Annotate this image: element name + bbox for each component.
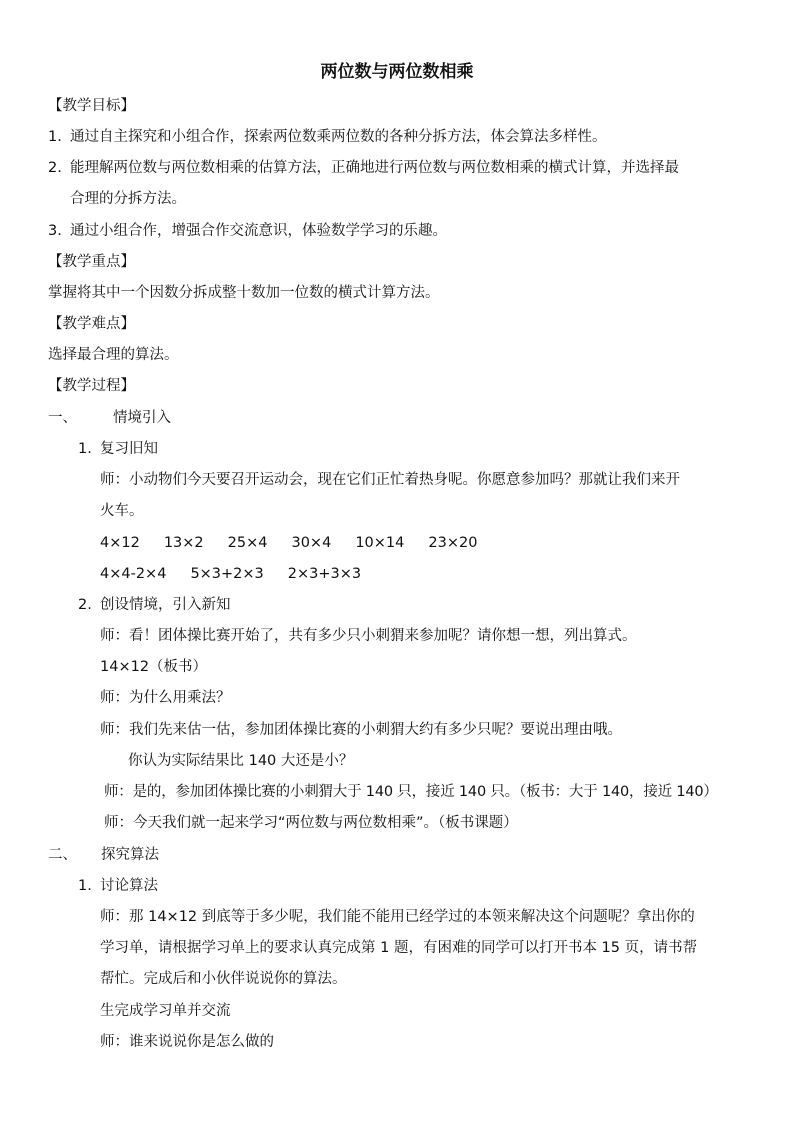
paragraph-line: 师：是的，参加团体操比赛的小刺猬大于 140 只，接近 140 只。（板书：大于 140，接近 140） (104, 784, 718, 800)
expression: 10×14 (355, 535, 405, 551)
subsection-1-1-heading (78, 439, 158, 459)
paragraph-line: 你认为实际结果比 140 大还是小？ (128, 753, 354, 769)
expression: 4×4-2×4 (100, 566, 167, 582)
subsection-title: 讨论算法 (100, 878, 158, 894)
expression: 5×3+2×3 (190, 566, 264, 582)
objective-text: 通过自主探究和小组合作，探索两位数乘两位数的各种分拆方法，体会算法多样性。 (70, 129, 607, 145)
key-point-text: 掌握将其中一个因数分拆成整十数加一位数的横式计算方法。 (48, 285, 440, 301)
paragraph-line: 学习单，请根据学习单上的要求认真完成第 1 题，有困难的同学可以打开书本 15 页，请书帮 (100, 940, 698, 956)
subsection-number: 2. (78, 597, 92, 613)
objective-item-2 (48, 158, 679, 178)
paragraph-line: 师：谁来说说你是怎么做的 (100, 1034, 274, 1050)
difficulty-heading: 【教学难点】 (48, 316, 135, 332)
objective-number: 1. (48, 129, 62, 145)
paragraph-line: 生完成学习单并交流 (100, 1003, 231, 1019)
objective-item-1 (48, 127, 607, 147)
paragraph-line: 师：今天我们就一起来学习“两位数与两位数相乘”。（板书课题） (104, 815, 518, 831)
expression: 2×3+3×3 (287, 566, 362, 582)
subsection-number: 1. (78, 878, 92, 894)
expression: 4×12 (100, 535, 140, 551)
paragraph-line: 师：看！团体操比赛开始了，共有多少只小刺猬来参加呢？请你想一想，列出算式。 (100, 628, 637, 644)
paragraph-line: 师：小动物们今天要召开运动会，现在它们正忙着热身呢。你愿意参加吗？那就让我们来开 (100, 472, 680, 488)
expression-row-2 (100, 564, 361, 584)
section-1-heading (48, 408, 171, 428)
process-heading: 【教学过程】 (48, 378, 135, 394)
section-label: 一、 (48, 410, 77, 426)
section-2-heading (48, 845, 159, 865)
subsection-title: 创设情境，引入新知 (100, 597, 231, 613)
objectives-heading: 【教学目标】 (48, 98, 135, 114)
subsection-2-1-heading (78, 876, 158, 896)
section-label: 二、 (48, 847, 77, 863)
paragraph-line: 火车。 (100, 503, 144, 519)
key-point-heading: 【教学重点】 (48, 254, 135, 270)
subsection-1-2-heading (78, 595, 231, 615)
paragraph-line: 帮忙。完成后和小伙伴说说你的算法。 (100, 971, 347, 987)
objective-number: 2. (48, 160, 62, 176)
expression: 30×4 (291, 535, 332, 551)
paragraph-line: 师：我们先来估一估，参加团体操比赛的小刺猬大约有多少只呢？要说出理由哦。 (100, 722, 622, 738)
objective-text: 通过小组合作，增强合作交流意识，体验数学学习的乐趣。 (70, 223, 447, 239)
objective-text: 能理解两位数与两位数相乘的估算方法，正确地进行两位数与两位数相乘的横式计算，并选择最 (70, 160, 679, 176)
paragraph-line: 师：那 14×12 到底等于多少呢，我们能不能用已经学过的本领来解决这个问题呢？拿出你的 (100, 909, 695, 925)
expression-row-1 (100, 533, 477, 553)
difficulty-text: 选择最合理的算法。 (48, 347, 179, 363)
objective-item-2-continued: 合理的分拆方法。 (70, 191, 186, 207)
page-title: 两位数与两位数相乘 (320, 62, 474, 82)
subsection-number: 1. (78, 441, 92, 457)
subsection-title: 复习旧知 (100, 441, 158, 457)
expression: 13×2 (163, 535, 204, 551)
expression: 23×20 (428, 535, 478, 551)
section-title: 探究算法 (101, 847, 159, 863)
section-title: 情境引入 (113, 410, 171, 426)
objective-item-3 (48, 221, 447, 241)
paragraph-line: 师：为什么用乘法？ (100, 690, 231, 706)
paragraph-line: 14×12（板书） (100, 659, 208, 675)
expression: 25×4 (227, 535, 268, 551)
objective-number: 3. (48, 223, 62, 239)
